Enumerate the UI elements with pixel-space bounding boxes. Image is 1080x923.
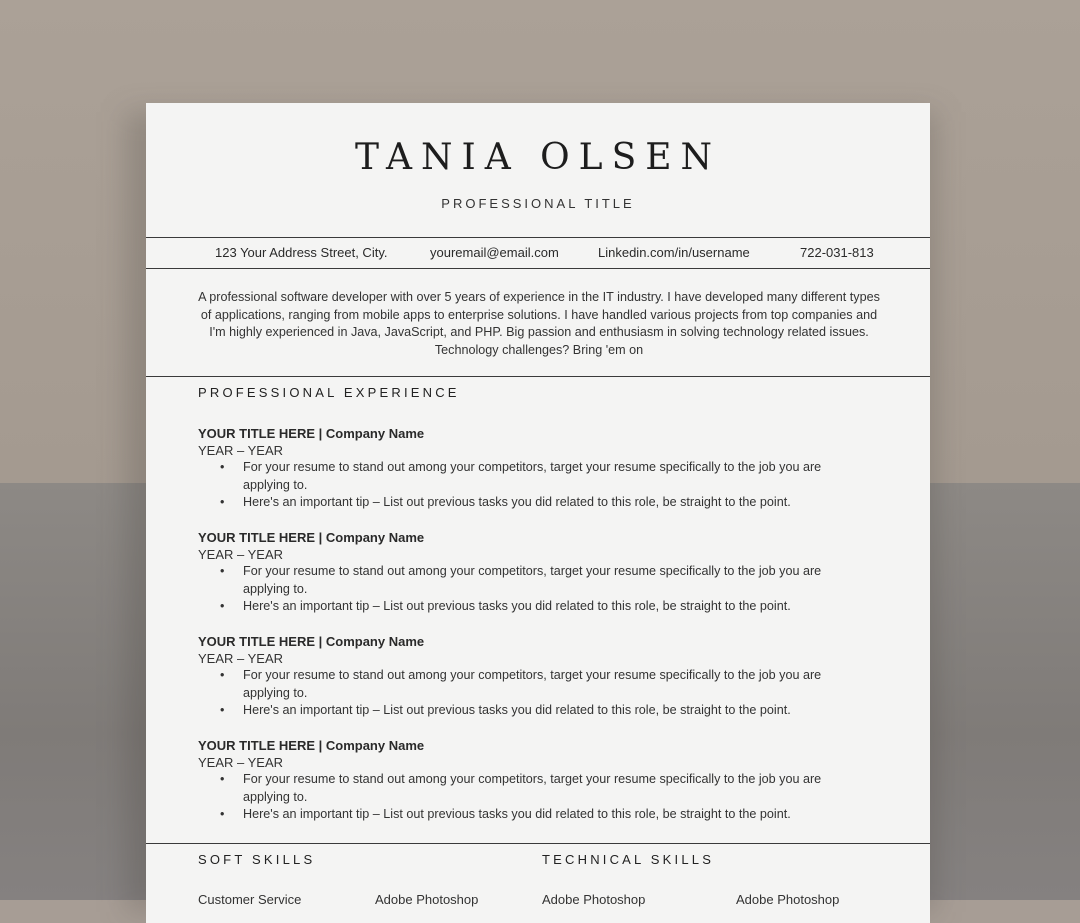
bullet-icon: •: [220, 668, 225, 682]
skill-item: Adobe Photoshop: [542, 892, 646, 907]
list-item: [198, 771, 863, 806]
divider: [146, 843, 930, 844]
bullet-icon: •: [220, 460, 225, 474]
job-bullets: [198, 771, 898, 824]
contact-linkedin: Linkedin.com/in/username: [598, 245, 750, 260]
skill-item: Customer Service: [198, 892, 302, 907]
job-title: YOUR TITLE HERE | Company Name: [198, 426, 425, 441]
job-entry: [198, 633, 898, 720]
bullet-text: Here's an important tip – List out previous tasks you did related to this role, be straight to the point.: [243, 599, 791, 613]
bullet-icon: •: [220, 807, 225, 821]
skill-item: Adobe Photoshop: [736, 892, 840, 907]
bullet-text: For your resume to stand out among your competitors, target your resume specifically to the job you are applying to.: [243, 460, 822, 492]
job-years: YEAR – YEAR: [198, 547, 284, 562]
list-item: [198, 702, 863, 720]
contact-address: 123 Your Address Street, City.: [215, 245, 388, 260]
bullet-icon: •: [220, 495, 225, 509]
summary-text: A professional software developer with over 5 years of experience in the IT industry. I have developed many different types of applications, ranging from mobile apps to enterprise solutions. I have handled various projects from top companies and I'm highly experienced in Java, JavaScript, and PHP. Big passion and enthusiasm in solving technology related issues. Technology challenges? Bring 'em on: [198, 290, 880, 357]
experience-heading: PROFESSIONAL EXPERIENCE: [198, 385, 460, 400]
bullet-icon: •: [220, 703, 225, 717]
resume-name: TANIA OLSEN: [354, 137, 722, 178]
job-entry: [198, 737, 898, 824]
bullet-text: Here's an important tip – List out previous tasks you did related to this role, be straight to the point.: [243, 703, 791, 717]
job-bullets: [198, 563, 898, 616]
divider: [146, 237, 930, 238]
job-title: YOUR TITLE HERE | Company Name: [198, 530, 425, 545]
bullet-text: Here's an important tip – List out previous tasks you did related to this role, be straight to the point.: [243, 807, 791, 821]
resume-page: [146, 103, 930, 923]
job-bullets: [198, 667, 898, 720]
bullet-text: For your resume to stand out among your competitors, target your resume specifically to the job you are applying to.: [243, 772, 822, 804]
list-item: [198, 806, 863, 824]
list-item: [198, 667, 863, 702]
bullet-icon: •: [220, 772, 225, 786]
job-title: YOUR TITLE HERE | Company Name: [198, 738, 425, 753]
list-item: [198, 563, 863, 598]
contact-email: youremail@email.com: [430, 245, 559, 260]
bullet-text: Here's an important tip – List out previous tasks you did related to this role, be straight to the point.: [243, 495, 791, 509]
contact-phone: 722-031-813: [800, 245, 874, 260]
bullet-text: For your resume to stand out among your competitors, target your resume specifically to the job you are applying to.: [243, 564, 822, 596]
soft-skills-heading: SOFT SKILLS: [198, 852, 316, 867]
bullet-text: For your resume to stand out among your competitors, target your resume specifically to the job you are applying to.: [243, 668, 822, 700]
job-entry: [198, 425, 898, 512]
technical-skills-heading: TECHNICAL SKILLS: [542, 852, 715, 867]
list-item: [198, 459, 863, 494]
job-years: YEAR – YEAR: [198, 755, 284, 770]
job-title: YOUR TITLE HERE | Company Name: [198, 634, 425, 649]
skill-item: Adobe Photoshop: [375, 892, 479, 907]
bullet-icon: •: [220, 599, 225, 613]
divider: [146, 268, 930, 269]
divider: [146, 376, 930, 377]
job-entry: [198, 529, 898, 616]
list-item: [198, 494, 863, 512]
job-bullets: [198, 459, 898, 512]
job-years: YEAR – YEAR: [198, 443, 284, 458]
job-years: YEAR – YEAR: [198, 651, 284, 666]
professional-title: PROFESSIONAL TITLE: [441, 196, 635, 211]
list-item: [198, 598, 863, 616]
bullet-icon: •: [220, 564, 225, 578]
